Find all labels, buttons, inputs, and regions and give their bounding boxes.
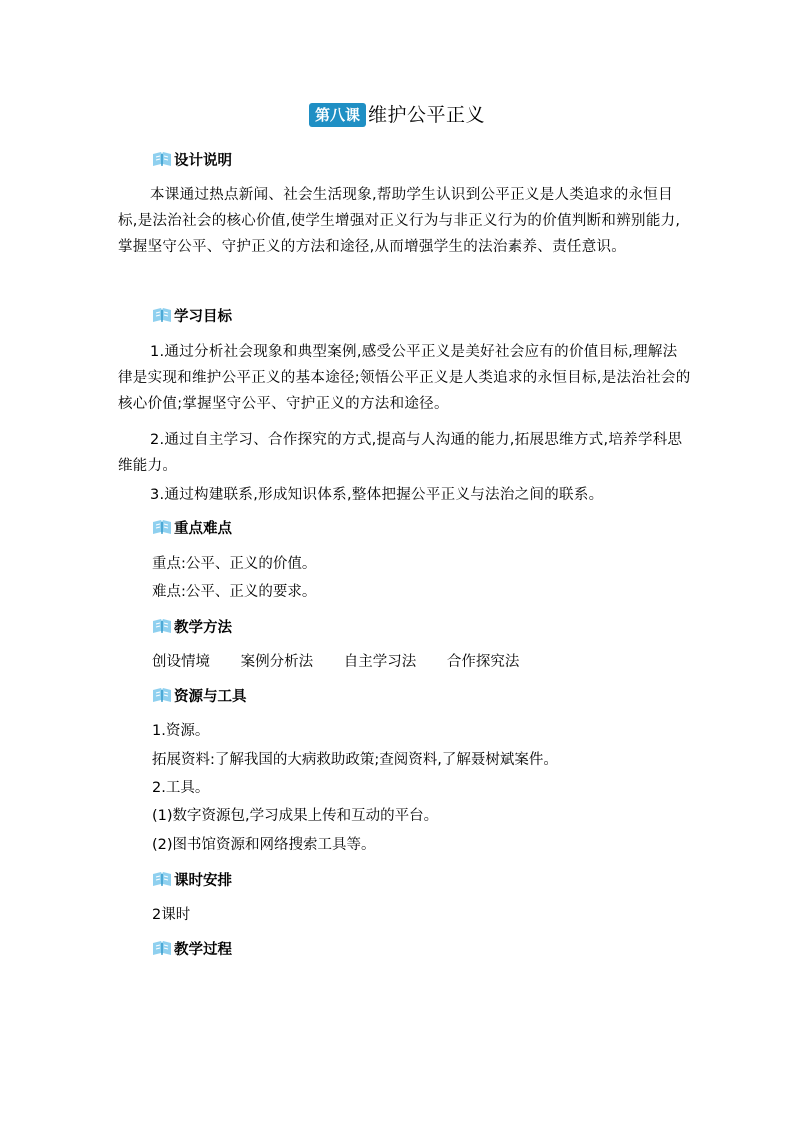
- method-item: 自主学习法: [343, 654, 417, 670]
- methods-list: [152, 651, 545, 673]
- section-heading-goals: [152, 305, 232, 325]
- method-item: 案例分析法: [240, 654, 314, 670]
- section-heading-text: 教学过程: [174, 941, 232, 958]
- open-book-icon: [152, 307, 172, 323]
- section-heading-text: 重点难点: [174, 520, 232, 537]
- open-book-icon: [152, 871, 172, 887]
- section-heading-process: [152, 938, 232, 958]
- section-heading-resources: [152, 685, 247, 705]
- goal-item: 2.通过自主学习、合作探究的方式,提高与人沟通的能力,拓展思维方式,培养学科思维能力。: [118, 432, 683, 474]
- goal-item: 1.通过分析社会现象和典型案例,感受公平正义是美好社会应有的价值目标,理解法律是实现和维护公平正义的基本途径;领悟公平正义是人类追求的永恒目标,是法治社会的核心价值;掌握坚守公平、守护正义的方法和途径。: [118, 344, 691, 412]
- open-book-icon: [152, 618, 172, 634]
- section-heading-text: 资源与工具: [174, 688, 247, 705]
- section-heading-text: 学习目标: [174, 308, 232, 325]
- section-heading-key-points: [152, 517, 232, 537]
- open-book-icon: [152, 519, 172, 535]
- lesson-title: [0, 103, 794, 127]
- difficulty-line: 难点:公平、正义的要求。: [152, 584, 317, 600]
- open-book-icon: [152, 940, 172, 956]
- resource-line: 1.资源。: [152, 723, 210, 739]
- resource-line: 拓展资料:了解我国的大病救助政策;查阅资料,了解聂树斌案件。: [152, 752, 558, 768]
- resource-line: 2.工具。: [152, 780, 210, 796]
- open-book-icon: [152, 687, 172, 703]
- method-item: 合作探究法: [446, 654, 520, 670]
- section-heading-text: 设计说明: [174, 152, 232, 169]
- section-heading-text: 课时安排: [174, 872, 232, 889]
- design-paragraph: 本课通过热点新闻、社会生活现象,帮助学生认识到公平正义是人类追求的永恒目标,是法治社会的核心价值,使学生增强对正义行为与非正义行为的价值判断和辨别能力,掌握坚守公平、守护正义的方法和途径,从而增强学生的法治素养、责任意识。: [118, 187, 681, 255]
- resource-line: (1)数字资源包,学习成果上传和互动的平台。: [152, 808, 439, 824]
- section-heading-text: 教学方法: [174, 619, 232, 636]
- resource-line: (2)图书馆资源和网络搜索工具等。: [152, 837, 376, 853]
- key-point-line: 重点:公平、正义的价值。: [152, 556, 317, 572]
- lesson-title-text: 维护公平正义: [368, 104, 486, 126]
- lesson-badge: 第八课: [309, 103, 366, 127]
- method-item: 创设情境: [152, 654, 210, 670]
- goal-item: 3.通过构建联系,形成知识体系,整体把握公平正义与法治之间的联系。: [150, 487, 604, 503]
- section-heading-schedule: [152, 869, 232, 889]
- section-heading-design: [152, 149, 232, 169]
- section-heading-methods: [152, 616, 232, 636]
- open-book-icon: [152, 151, 172, 167]
- schedule-text: 2课时: [152, 907, 191, 923]
